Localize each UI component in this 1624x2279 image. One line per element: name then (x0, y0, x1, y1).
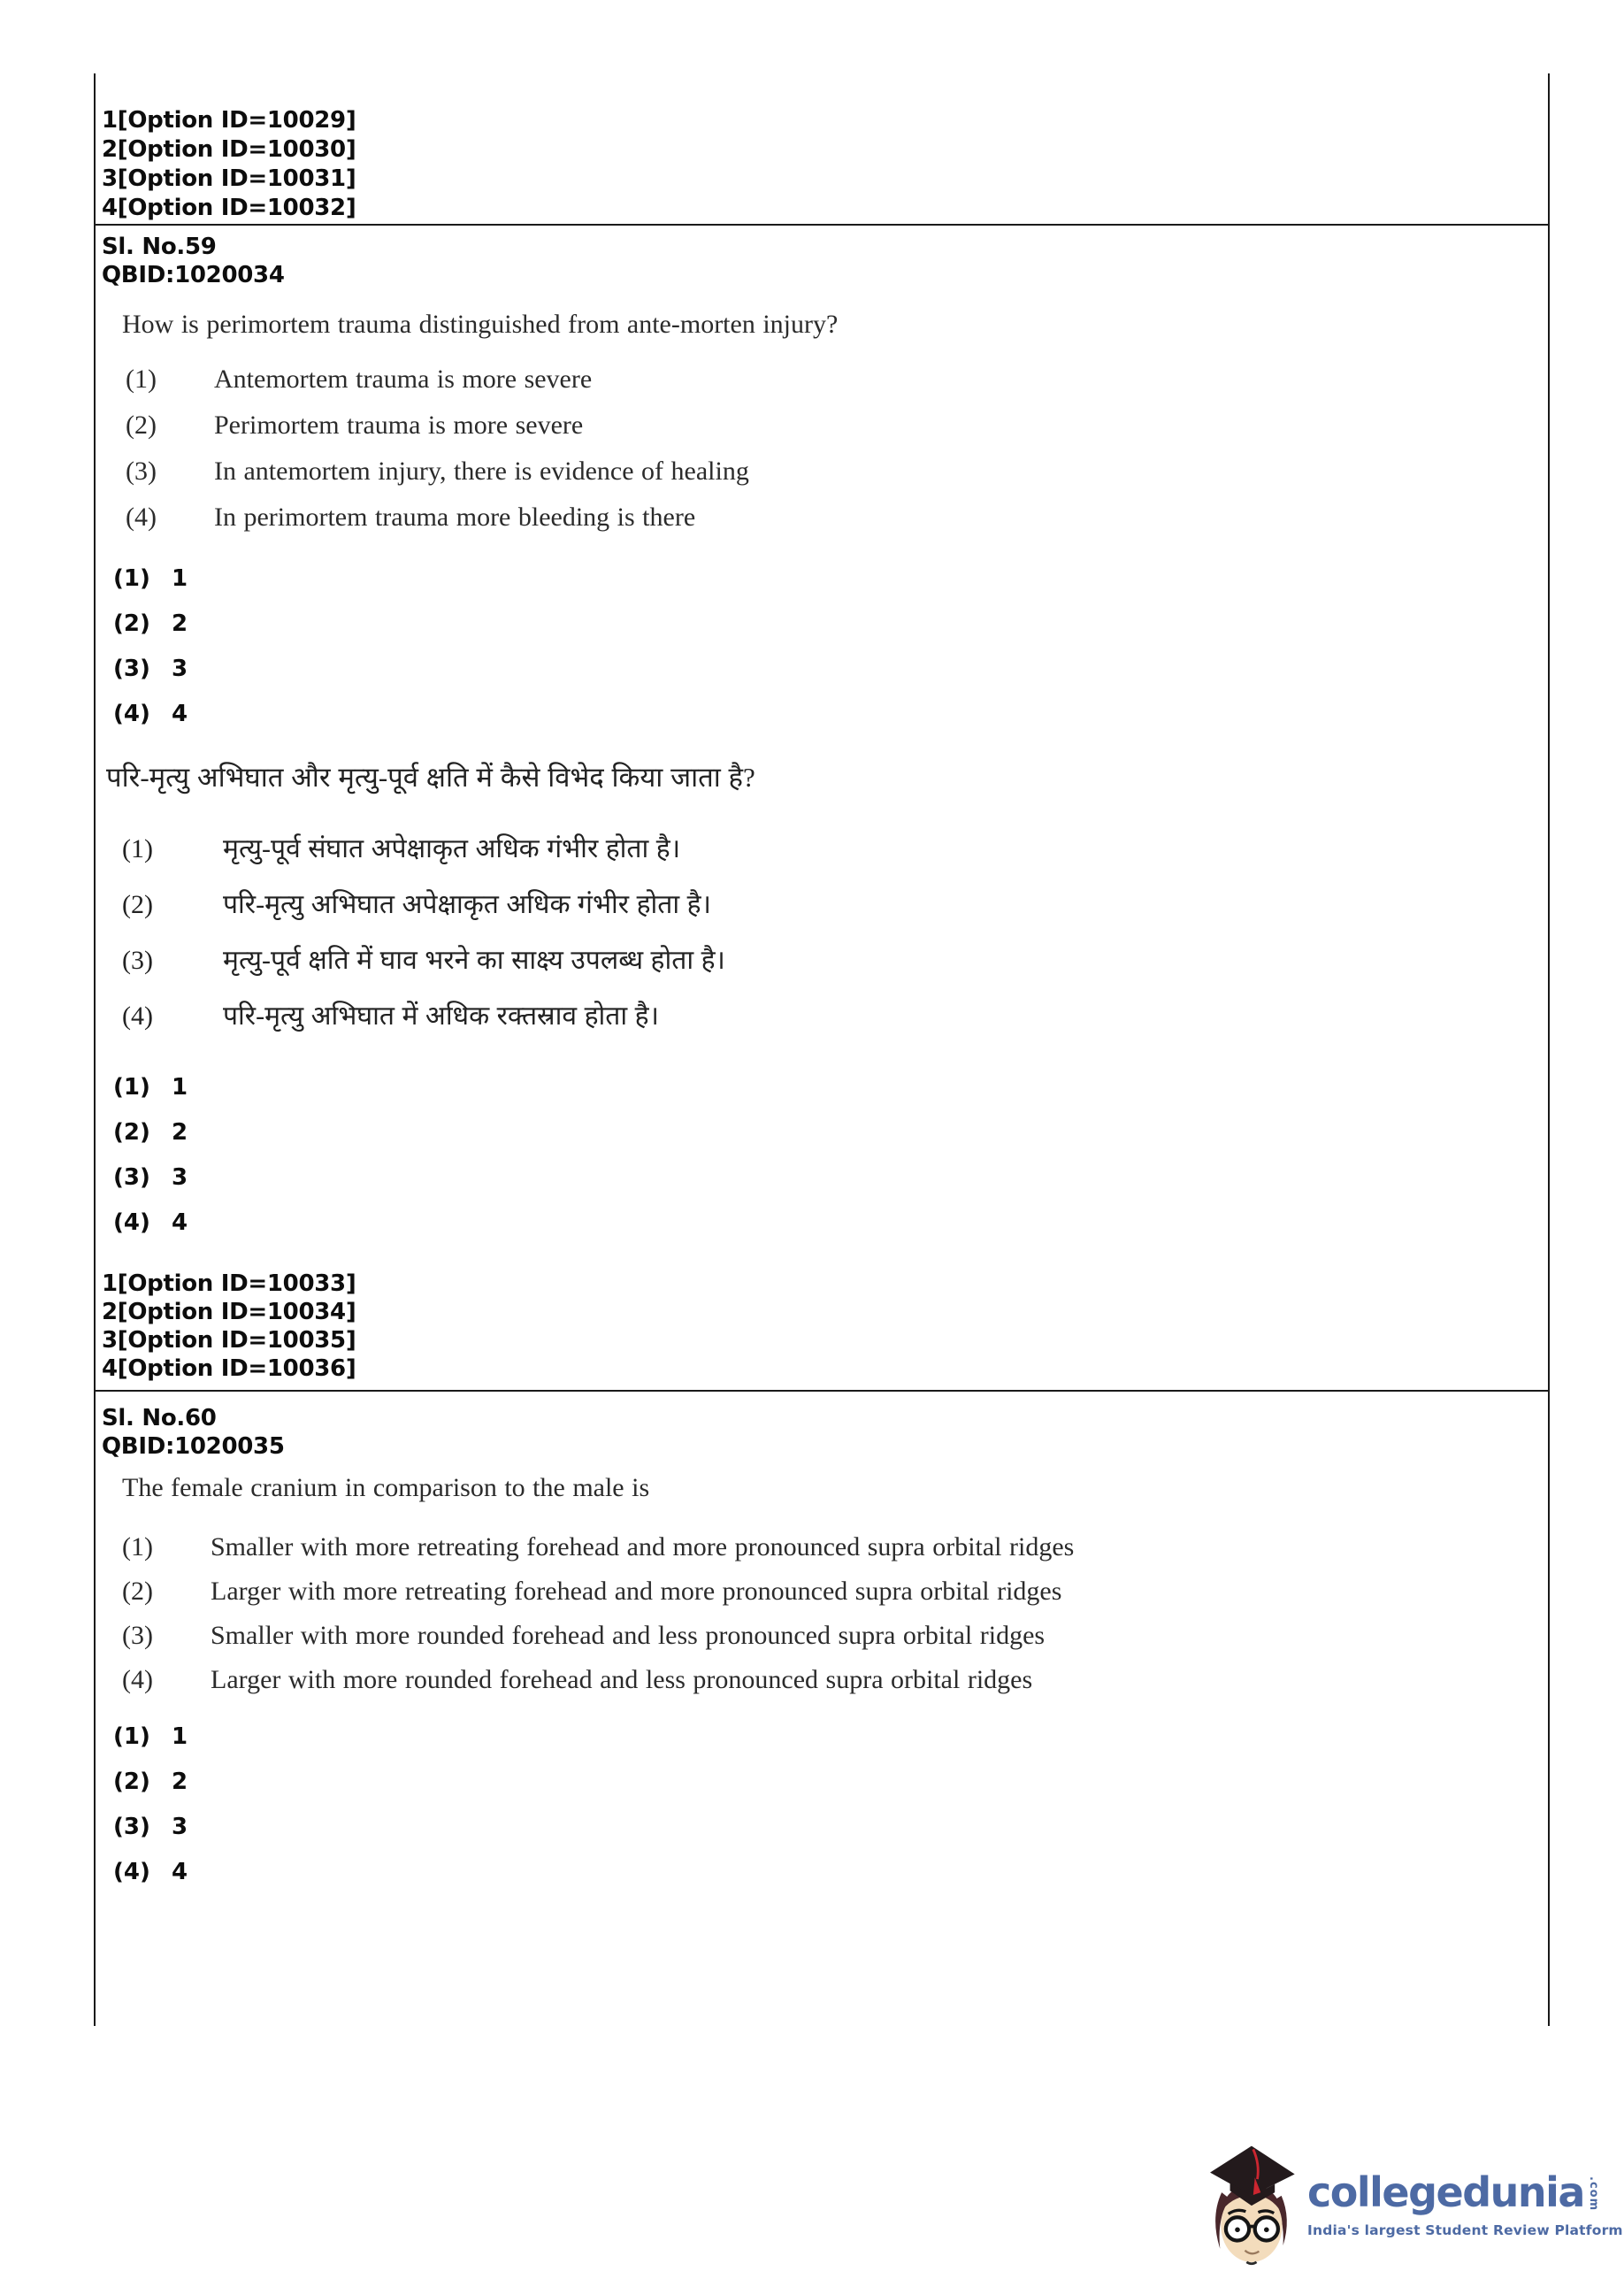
answer-value: 1 (172, 565, 188, 592)
option-text: Larger with more retreating forehead and more pronounced supra orbital ridges (211, 1577, 1062, 1606)
option-text: Smaller with more retreating forehead and more pronounced supra orbital ridges (211, 1532, 1075, 1562)
option-row (126, 502, 749, 548)
question-60-text-en: The female cranium in comparison to the male is (122, 1473, 650, 1502)
option-id-line: 1[Option ID=10033] (102, 1270, 356, 1297)
option-row (122, 1531, 1074, 1576)
option-text: Perimortem trauma is more severe (214, 411, 584, 440)
option-text: मृत्यु-पूर्व क्षति में घाव भरने का साक्ष्य उपलब्ध होता है। (223, 946, 725, 975)
qbid: QBID:1020034 (102, 262, 285, 288)
row-divider-q60 (94, 1390, 1550, 1392)
option-number: (4) (122, 1665, 153, 1694)
answer-number: (1) (113, 1723, 150, 1750)
answer-number: (3) (113, 1814, 150, 1840)
option-row (126, 456, 749, 502)
answer-value: 2 (172, 1769, 188, 1795)
answer-number: (3) (113, 656, 150, 682)
option-text: In perimortem trauma more bleeding is there (214, 503, 696, 532)
option-row (122, 941, 725, 997)
option-row (122, 886, 725, 941)
answer-number: (2) (113, 1769, 150, 1795)
option-text: Smaller with more rounded forehead and less pronounced supra orbital ridges (211, 1621, 1046, 1650)
option-id-line: 2[Option ID=10034] (102, 1299, 356, 1325)
answer-row (113, 1859, 188, 1904)
answer-value: 2 (172, 610, 188, 637)
question-59-text-hi: परि-मृत्यु अभिघात और मृत्यु-पूर्व क्षति में कैसे विभेद किया जाता है? (106, 762, 755, 793)
answer-row (113, 1814, 188, 1859)
collegedunia-logo (1201, 2141, 1623, 2279)
answer-value: 1 (172, 1723, 188, 1750)
option-row (126, 410, 749, 456)
option-number: (3) (122, 946, 153, 975)
answer-number: (2) (113, 1119, 150, 1146)
option-number: (4) (122, 1001, 153, 1031)
collegedunia-mascot-icon (1201, 2141, 1300, 2274)
qbid: QBID:1020035 (102, 1433, 285, 1460)
answer-row (113, 1164, 188, 1209)
answer-value: 3 (172, 1814, 188, 1840)
option-text: In antemortem injury, there is evidence of healing (214, 457, 749, 486)
question-59-answer-key-en (113, 565, 188, 746)
answer-number: (3) (113, 1164, 150, 1191)
option-number: (2) (126, 411, 157, 440)
option-id-line: 1[Option ID=10029] (102, 107, 356, 134)
question-60-header (102, 1404, 285, 1461)
table-border-right (1548, 73, 1550, 2026)
answer-row (113, 565, 188, 610)
option-text: मृत्यु-पूर्व संघात अपेक्षाकृत अधिक गंभीर होता है। (223, 834, 681, 863)
row-divider-top (94, 224, 1550, 226)
question-59-header (102, 233, 285, 289)
answer-number: (4) (113, 1859, 150, 1885)
brand-name: collegedunia (1307, 2168, 1584, 2216)
option-number: (3) (126, 457, 157, 486)
option-row (122, 997, 725, 1053)
answer-value: 2 (172, 1119, 188, 1146)
option-number: (2) (122, 1577, 153, 1606)
question-59-text-en: How is perimortem trauma distinguished from ante-morten injury? (122, 310, 839, 339)
option-number: (1) (122, 1532, 153, 1562)
question-60-answer-key (113, 1723, 188, 1904)
answer-row (113, 656, 188, 701)
option-row (126, 364, 749, 410)
answer-value: 4 (172, 701, 188, 727)
option-id-line: 4[Option ID=10036] (102, 1355, 356, 1382)
answer-number: (4) (113, 701, 150, 727)
table-border-left (94, 73, 96, 2026)
option-number: (1) (126, 364, 157, 394)
answer-value: 4 (172, 1859, 188, 1885)
question-59-option-ids (102, 1270, 356, 1383)
option-row (122, 1620, 1074, 1664)
option-text: Antemortem trauma is more severe (214, 364, 593, 394)
option-id-line: 3[Option ID=10035] (102, 1327, 356, 1354)
option-row (122, 1576, 1074, 1620)
option-id-line: 4[Option ID=10032] (102, 195, 356, 221)
answer-number: (4) (113, 1209, 150, 1236)
serial-number: Sl. No.59 (102, 234, 217, 260)
option-text: Larger with more rounded forehead and less pronounced supra orbital ridges (211, 1665, 1033, 1694)
answer-number: (2) (113, 610, 150, 637)
option-id-line: 3[Option ID=10031] (102, 165, 356, 192)
answer-row (113, 1769, 188, 1814)
answer-number: (1) (113, 1074, 150, 1101)
question-59-options-hi (122, 830, 725, 1053)
brand-tld: .com (1586, 2176, 1600, 2212)
answer-row (113, 1209, 188, 1255)
answer-row (113, 1119, 188, 1164)
option-row (122, 1664, 1074, 1708)
serial-number: Sl. No.60 (102, 1405, 217, 1431)
answer-value: 3 (172, 1164, 188, 1191)
question-59-options-en (126, 364, 749, 548)
answer-row (113, 610, 188, 656)
answer-row (113, 1723, 188, 1769)
answer-value: 4 (172, 1209, 188, 1236)
option-row (122, 830, 725, 886)
option-number: (3) (122, 1621, 153, 1650)
option-number: (1) (122, 834, 153, 863)
brand-tagline: India's largest Student Review Platform (1307, 2222, 1623, 2238)
answer-value: 3 (172, 656, 188, 682)
answer-row (113, 1074, 188, 1119)
option-id-line: 2[Option ID=10030] (102, 136, 356, 163)
answer-value: 1 (172, 1074, 188, 1101)
option-text: परि-मृत्यु अभिघात अपेक्षाकृत अधिक गंभीर होता है। (223, 890, 711, 919)
prev-question-option-ids (102, 106, 356, 223)
option-number: (4) (126, 503, 157, 532)
answer-number: (1) (113, 565, 150, 592)
option-text: परि-मृत्यु अभिघात में अधिक रक्तस्राव होता है। (223, 1001, 659, 1031)
brand-row (1307, 2168, 1623, 2216)
logo-text (1307, 2141, 1623, 2238)
question-60-options-en (122, 1531, 1074, 1708)
answer-row (113, 701, 188, 746)
question-59-answer-key-hi (113, 1074, 188, 1255)
option-number: (2) (122, 890, 153, 919)
